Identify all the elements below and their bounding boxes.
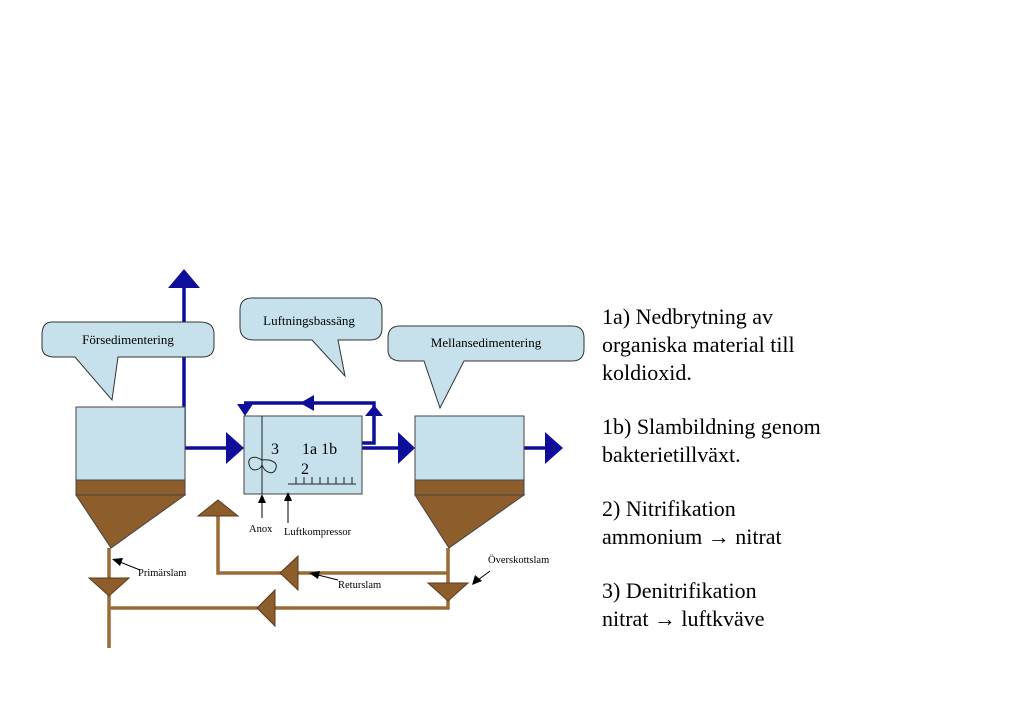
aeration-inlet-arrow <box>226 432 244 464</box>
recycle-down-arrow <box>237 404 253 416</box>
primary-settler-hopper <box>76 495 185 548</box>
zone-1a-1b-label: 1a 1b <box>302 441 338 458</box>
recycle-left-arrow <box>300 395 314 411</box>
callout-label-luftningsbassang: Luftningsbassäng <box>263 313 355 328</box>
overskottslam-label: Överskottslam <box>488 555 550 566</box>
primary-sludge-valve <box>89 578 129 596</box>
legend-item <box>602 413 1012 469</box>
callout-mellansedimentering <box>388 326 584 408</box>
excess-sludge-valve <box>428 583 468 601</box>
legend-line: 1b) Slambildning genom <box>602 414 821 439</box>
legend-line: 3) Denitrifikation <box>602 578 757 603</box>
pointer-overskottslam <box>472 554 549 585</box>
return-sludge-pump <box>280 556 298 590</box>
legend-line: nitrat → luftkväve <box>602 606 765 631</box>
effluent-arrow <box>545 432 563 464</box>
primary-settler-water <box>76 407 185 480</box>
pointer-primarslam <box>112 558 186 579</box>
returslam-label: Returslam <box>338 580 382 591</box>
secondary-settler-sludge-layer <box>415 480 524 495</box>
primary-settler <box>76 407 185 548</box>
legend-line: 1a) Nedbrytning av <box>602 304 774 329</box>
legend-item <box>602 303 1012 387</box>
legend-item <box>602 577 1012 633</box>
legend-line: bakterietillväxt. <box>602 442 741 467</box>
legend-line: ammonium → nitrat <box>602 524 782 549</box>
aeration-tank <box>244 416 362 494</box>
callout-forsedimentering <box>42 322 214 400</box>
sludge-piping <box>109 516 448 648</box>
legend-line: koldioxid. <box>602 360 692 385</box>
secondary-inlet-arrow <box>398 432 415 464</box>
pointer-luftkompressor <box>284 492 352 538</box>
callout-label-mellansedimentering: Mellansedimentering <box>430 335 542 350</box>
recycle-up-arrow <box>365 405 383 416</box>
primary-settler-sludge-layer <box>76 480 185 495</box>
bottom-line-pump <box>257 590 275 626</box>
gas-outlet-arrow <box>168 269 200 288</box>
zone-3-label: 3 <box>271 441 279 458</box>
luftkompressor-label: Luftkompressor <box>284 527 352 538</box>
legend-line: organiska material till <box>602 332 795 357</box>
return-inlet-valve <box>198 500 238 516</box>
zone-2-label: 2 <box>301 461 309 478</box>
primarslam-label: Primärslam <box>138 568 187 579</box>
callout-label-forsedimentering: Försedimentering <box>82 332 174 347</box>
bottom-sludge-line <box>109 600 448 608</box>
secondary-settler-hopper <box>415 495 524 548</box>
secondary-settler <box>415 416 524 548</box>
legend-item <box>602 495 1012 551</box>
secondary-settler-water <box>415 416 524 480</box>
process-legend <box>602 303 1012 659</box>
anox-label: Anox <box>249 524 273 535</box>
legend-line: 2) Nitrifikation <box>602 496 736 521</box>
callout-luftningsbassang <box>240 298 382 376</box>
pointer-anox <box>249 494 273 535</box>
